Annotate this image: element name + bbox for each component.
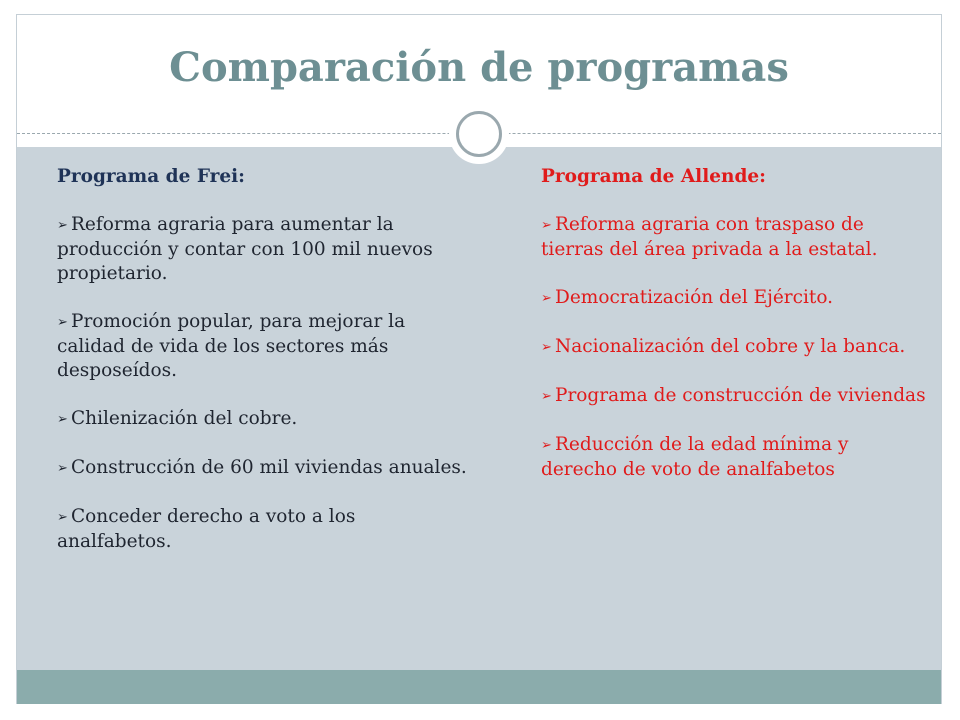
list-item-text: Conceder derecho a voto a los analfabetos.	[57, 506, 356, 552]
frei-program-heading: Programa de Frei:	[57, 166, 245, 187]
list-item	[541, 433, 926, 482]
ring-icon	[456, 111, 502, 157]
list-item	[57, 310, 472, 383]
circle-ornament-icon	[449, 104, 509, 164]
list-item-text: Construcción de 60 mil viviendas anuales.	[71, 457, 467, 478]
arrow-bullet-icon: ➢	[57, 218, 68, 233]
arrow-bullet-icon: ➢	[57, 461, 68, 476]
arrow-bullet-icon: ➢	[57, 412, 68, 427]
frei-program-column	[57, 165, 472, 578]
slide-title: Comparación de programas	[169, 44, 789, 91]
list-item-text: Democratización del Ejército.	[555, 287, 834, 308]
list-item-text: Nacionalización del cobre y la banca.	[555, 336, 906, 357]
list-item-text: Reforma agraria para aumentar la producción y contar con 100 mil nuevos propietario.	[57, 214, 433, 284]
list-item	[57, 505, 472, 554]
arrow-bullet-icon: ➢	[541, 218, 552, 233]
arrow-bullet-icon: ➢	[541, 291, 552, 306]
list-item	[541, 384, 926, 409]
list-item	[541, 335, 926, 360]
list-item	[57, 407, 472, 432]
list-item	[541, 213, 926, 262]
list-item	[57, 456, 472, 481]
allende-program-column	[541, 165, 926, 506]
list-item-text: Promoción popular, para mejorar la calidad de vida de los sectores más desposeídos.	[57, 311, 406, 381]
arrow-bullet-icon: ➢	[541, 340, 552, 355]
list-item	[57, 213, 472, 286]
arrow-bullet-icon: ➢	[541, 438, 552, 453]
list-item-text: Reducción de la edad mínima y derecho de voto de analfabetos	[541, 434, 849, 480]
footer-bar	[17, 670, 941, 704]
list-item	[541, 286, 926, 311]
list-item-text: Chilenización del cobre.	[71, 408, 298, 429]
list-item-text: Reforma agraria con traspaso de tierras del área privada a la estatal.	[541, 214, 878, 260]
arrow-bullet-icon: ➢	[57, 510, 68, 525]
list-item-text: Programa de construcción de viviendas	[555, 385, 926, 406]
arrow-bullet-icon: ➢	[57, 315, 68, 330]
arrow-bullet-icon: ➢	[541, 389, 552, 404]
allende-program-heading: Programa de Allende:	[541, 166, 766, 187]
